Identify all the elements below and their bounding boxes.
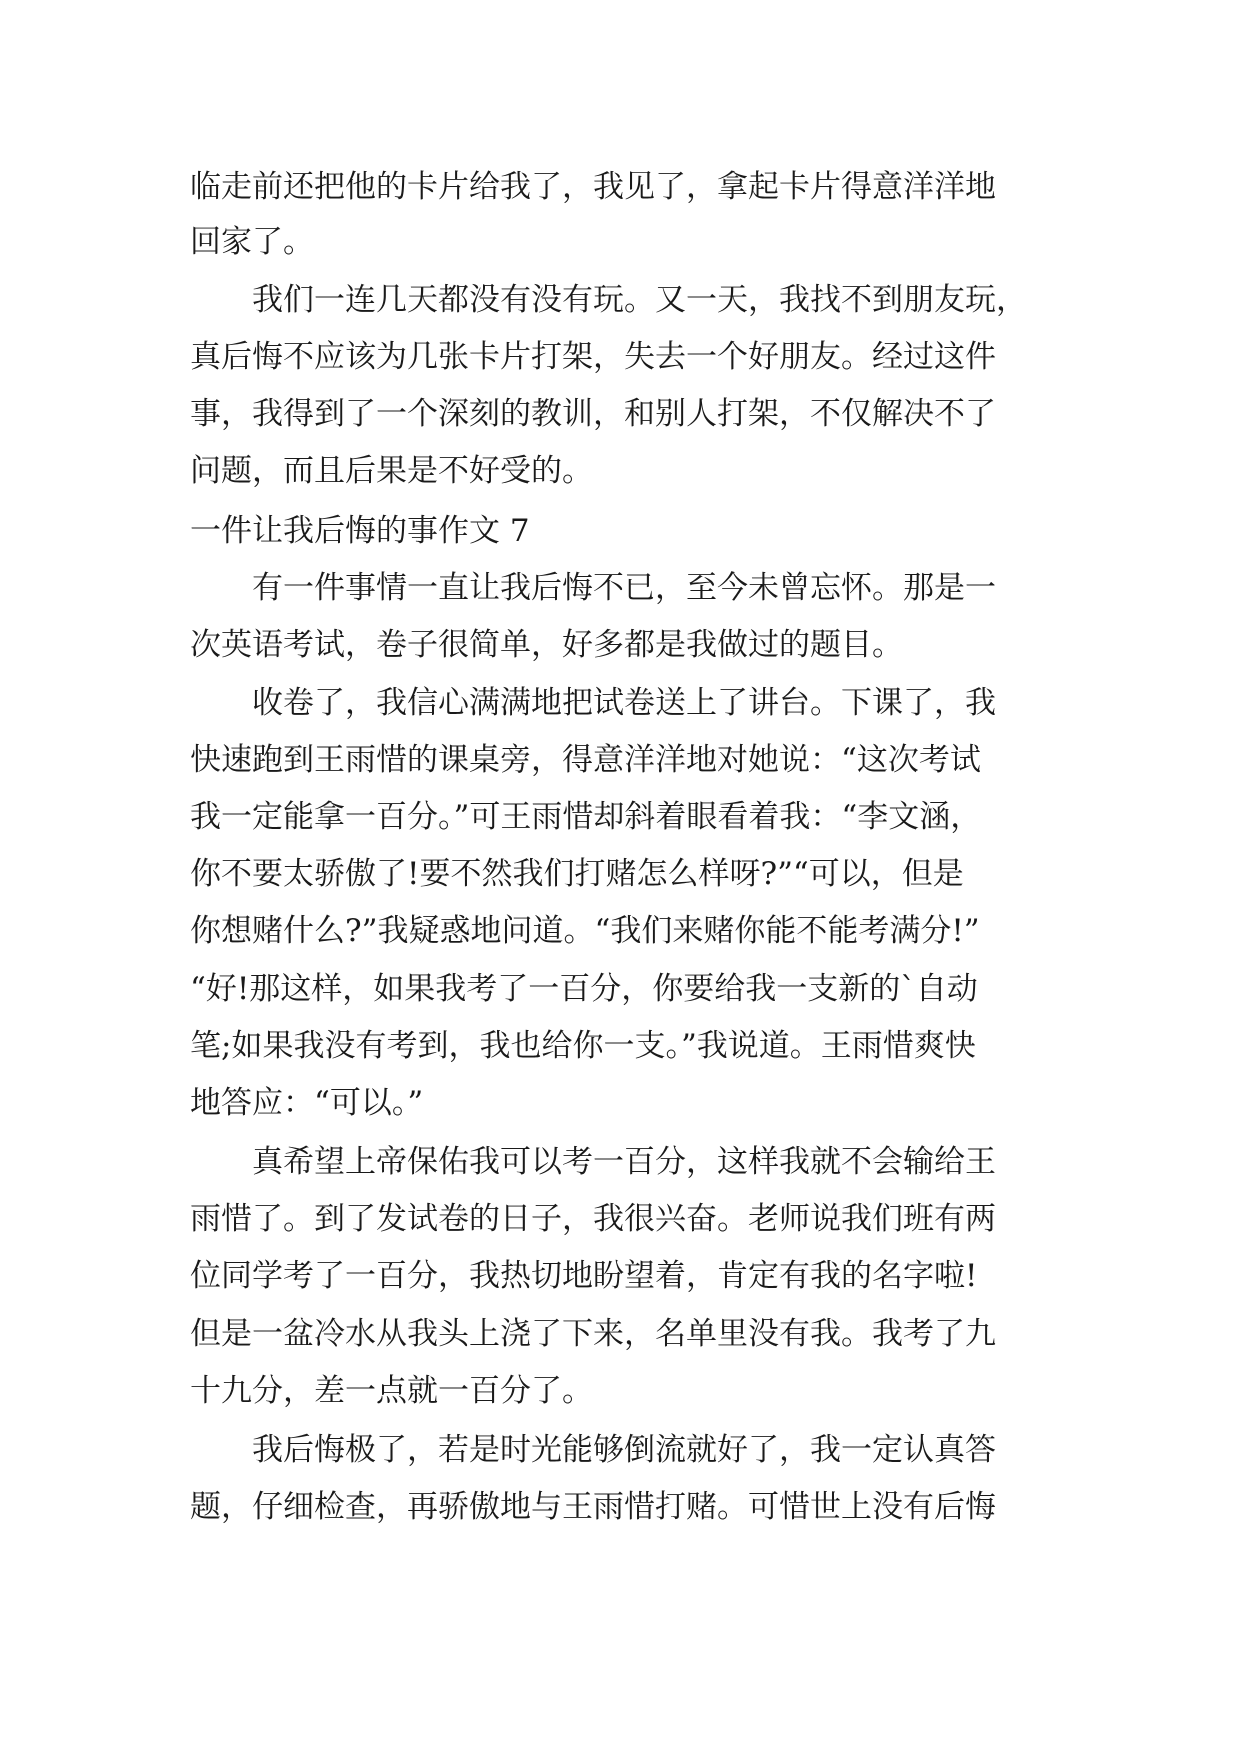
text-line: 我一定能拿一百分。”可王雨惜却斜着眼看着我：“李文涵，: [190, 799, 982, 835]
text-line: 问题，而且后果是不好受的。: [190, 453, 593, 489]
text-line: 我后悔极了，若是时光能够倒流就好了，我一定认真答: [190, 1432, 996, 1468]
text-line: 题，仔细检查，再骄傲地与王雨惜打赌。可惜世上没有后悔: [190, 1489, 996, 1525]
text-line: 临走前还把他的卡片给我了，我见了，拿起卡片得意洋洋地: [190, 169, 996, 205]
text-line: 雨惜了。到了发试卷的日子，我很兴奋。老师说我们班有两: [190, 1201, 996, 1237]
text-line: 真希望上帝保佑我可以考一百分，这样我就不会输给王: [190, 1144, 996, 1180]
text-line: 笔;如果我没有考到，我也给你一支。”我说道。王雨惜爽快: [190, 1028, 976, 1064]
text-line: 真后悔不应该为几张卡片打架，失去一个好朋友。经过这件: [190, 339, 996, 375]
text-line: 你不要太骄傲了!要不然我们打赌怎么样呀?”“可以，但是: [190, 856, 964, 892]
section-heading: 一件让我后悔的事作文 7: [190, 513, 530, 549]
text-line: 你想赌什么?”我疑惑地问道。“我们来赌你能不能考满分!”: [190, 913, 980, 949]
text-line: 位同学考了一百分，我热切地盼望着，肯定有我的名字啦!: [190, 1258, 978, 1294]
text-line: 地答应：“可以。”: [190, 1085, 424, 1121]
text-line: 事，我得到了一个深刻的教训，和别人打架，不仅解决不了: [190, 396, 996, 432]
text-line: 十九分，差一点就一百分了。: [190, 1373, 593, 1409]
text-line: 次英语考试，卷子很简单，好多都是我做过的题目。: [190, 627, 903, 663]
text-line: 快速跑到王雨惜的课桌旁，得意洋洋地对她说：“这次考试: [190, 742, 981, 778]
text-line: “好!那这样，如果我考了一百分，你要给我一支新的`自动: [190, 971, 978, 1007]
text-line: 有一件事情一直让我后悔不已，至今未曾忘怀。那是一: [190, 570, 996, 606]
text-line: 但是一盆冷水从我头上浇了下来，名单里没有我。我考了九: [190, 1316, 996, 1352]
text-line: 收卷了，我信心满满地把试卷送上了讲台。下课了，我: [190, 685, 996, 721]
text-line: 回家了。: [190, 224, 314, 260]
text-line: 我们一连几天都没有没有玩。又一天，我找不到朋友玩，: [190, 282, 1027, 318]
